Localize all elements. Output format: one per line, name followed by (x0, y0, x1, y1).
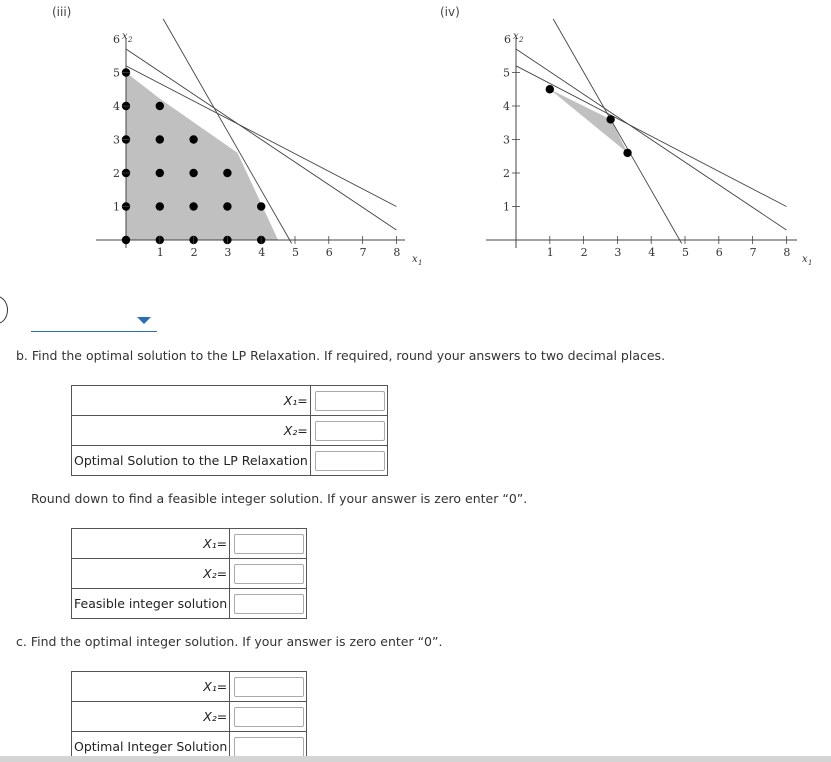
x-tick-label: 3 (614, 246, 622, 259)
table-row (72, 589, 307, 619)
graph-iv (0, 0, 831, 280)
int-x1-input[interactable] (234, 677, 304, 697)
lp-x1-input[interactable] (315, 391, 385, 411)
y-tick-label: 5 (113, 66, 120, 80)
feasible-integer-table (71, 528, 307, 619)
lp-relaxation-table (71, 385, 388, 476)
table-row (72, 446, 388, 476)
graph-choice-dropdown[interactable] (31, 313, 157, 332)
total-label: Optimal Solution to the LP Relaxation (72, 446, 311, 476)
y-axis-var: x (122, 31, 128, 42)
x-tick-label: 2 (580, 246, 588, 259)
x2-label: X₂= (72, 416, 311, 446)
x-axis-var: x (802, 254, 808, 265)
lattice-point (623, 149, 631, 157)
constraint-line (516, 66, 786, 207)
x-tick-label: 5 (292, 246, 299, 259)
x1-label: X₁= (72, 672, 230, 702)
x2-cell (310, 416, 387, 446)
optimal-integer-table (71, 671, 307, 762)
x1-label: X₁= (72, 386, 311, 416)
int-total-input[interactable] (234, 737, 304, 757)
x-tick-label: 7 (359, 246, 367, 259)
feasible-region (550, 89, 628, 153)
y-axis-var-sub: 2 (519, 36, 524, 44)
round-x1-input[interactable] (234, 534, 304, 554)
table-row (72, 672, 307, 702)
x-axis-var-sub: 1 (808, 259, 813, 267)
table-row (72, 559, 307, 589)
y-tick-label: 4 (503, 100, 510, 113)
x-tick-label: 8 (783, 246, 791, 259)
x2-cell (230, 702, 307, 732)
x1-label: X₁= (72, 529, 230, 559)
x-tick-label: 2 (190, 246, 198, 259)
y-axis-top-label: 6 (113, 33, 120, 46)
y-tick-label: 4 (113, 100, 120, 113)
table-row (72, 702, 307, 732)
y-tick-label: 1 (503, 200, 510, 214)
x2-label: X₂= (72, 702, 230, 732)
y-tick-label: 2 (503, 167, 510, 180)
x2-label: X₂= (72, 559, 230, 589)
question-round-text: Round down to find a feasible integer solution. If your answer is zero enter “0”. (31, 491, 528, 506)
total-cell (310, 446, 387, 476)
y-tick-label: 5 (503, 66, 510, 80)
x-tick-label: 1 (546, 246, 554, 259)
question-c-text: c. Find the optimal integer solution. If your answer is zero enter “0”. (16, 634, 443, 649)
lattice-point (546, 85, 554, 93)
chevron-down-icon (137, 317, 151, 324)
y-tick-label: 2 (113, 167, 120, 180)
x-axis-var: x (412, 254, 418, 265)
table-row (72, 529, 307, 559)
question-b-text: b. Find the optimal solution to the LP Relaxation. If required, round your answers to two decimal places. (16, 348, 666, 363)
answer-radio[interactable] (0, 296, 8, 324)
graph-iii-label: (iii) (52, 5, 72, 19)
y-axis-top-label: 6 (504, 33, 511, 46)
y-tick-label: 1 (113, 200, 120, 214)
x1-cell (230, 529, 307, 559)
lattice-point (606, 115, 614, 123)
round-x2-input[interactable] (234, 564, 304, 584)
x-tick-label: 6 (715, 246, 723, 259)
x-tick-label: 4 (648, 246, 656, 259)
total-label: Feasible integer solution (72, 589, 230, 619)
x-tick-label: 7 (749, 246, 757, 259)
constraint-line (553, 19, 681, 243)
y-tick-label: 3 (113, 133, 120, 147)
total-cell (230, 589, 307, 619)
x-tick-label: 8 (393, 246, 401, 259)
y-axis-var: x (513, 31, 519, 42)
bottom-scroll-bar (0, 756, 831, 762)
x2-cell (230, 559, 307, 589)
graph-iv-label: (iv) (440, 5, 460, 19)
x-tick-label: 4 (258, 246, 266, 259)
lp-optimal-input[interactable] (315, 451, 385, 471)
x-tick-label: 3 (224, 246, 232, 259)
constraint-line (516, 49, 786, 230)
y-axis-var-sub: 2 (128, 36, 133, 44)
x-axis-var-sub: 1 (418, 259, 423, 267)
table-row (72, 416, 388, 446)
table-row (72, 386, 388, 416)
x1-cell (310, 386, 387, 416)
y-tick-label: 3 (503, 133, 510, 147)
x-tick-label: 6 (325, 246, 333, 259)
lp-x2-input[interactable] (315, 421, 385, 441)
x1-cell (230, 672, 307, 702)
int-x2-input[interactable] (234, 707, 304, 727)
x-tick-label: 5 (682, 246, 689, 259)
x-tick-label: 1 (156, 246, 164, 259)
round-total-input[interactable] (234, 594, 304, 614)
total-label: Optimal Integer Solution (72, 732, 230, 762)
